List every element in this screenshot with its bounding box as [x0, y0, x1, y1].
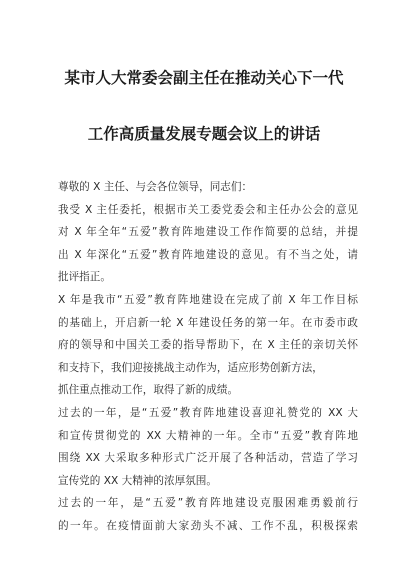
body-line: 和宣传贯彻党的 XX 大精神的一年。全市“五爱”教育阵地 — [58, 429, 358, 442]
salutation: 尊敬的 X 主任、与会各位领导，同志们： — [58, 181, 253, 193]
body-line: 宣传党的 XX 大精神的浓厚氛围。 — [58, 474, 217, 487]
body-line: 府的领导和中国关工委的指导帮助下，在 X 主任的亲切关怀 — [58, 339, 358, 352]
document-body — [58, 176, 358, 538]
document-title-line-2: 工作高质量发展专题会议上的讲话 — [87, 125, 321, 143]
body-line: 的一年。在疫情面前大家劲头不减、工作不乱，积极探索 — [58, 519, 358, 532]
body-line: 和支持下，我们迎接挑战主动作为，适应形势创新方法， — [58, 361, 323, 374]
body-line: 过去的一年，是“五爱”教育阵地建设喜迎礼赞党的 XX 大 — [58, 406, 358, 419]
body-line: 过去的一年，是“五爱”教育阵地建设克服困难勇毅前行 — [58, 497, 358, 510]
body-line: 的基础上，开启新一轮 X 年建设任务的第一年。在市委市政 — [58, 316, 358, 329]
body-line: 我受 X 主任委托，根据市关工委党委会和主任办公会的意见 — [58, 203, 358, 216]
body-line: X 年是我市“五爱”教育阵地建设在完成了前 X 年工作目标 — [58, 293, 358, 306]
body-line: 围绕 XX 大采取多种形式广泛开展了各种活动，营造了学习 — [58, 452, 358, 465]
body-line: 出 X 年深化“五爱”教育阵地建设的意见。有不当之处，请 — [58, 248, 358, 261]
body-line: 批评指正。 — [58, 271, 111, 284]
document-title-line-1: 某市人大常委会副主任在推动关心下一代 — [64, 69, 344, 87]
body-line: 对 X 年全年“五爱”教育阵地建设工作作简要的总结，并提 — [58, 226, 358, 239]
body-line: 抓住重点推动工作，取得了新的成绩。 — [58, 384, 239, 397]
